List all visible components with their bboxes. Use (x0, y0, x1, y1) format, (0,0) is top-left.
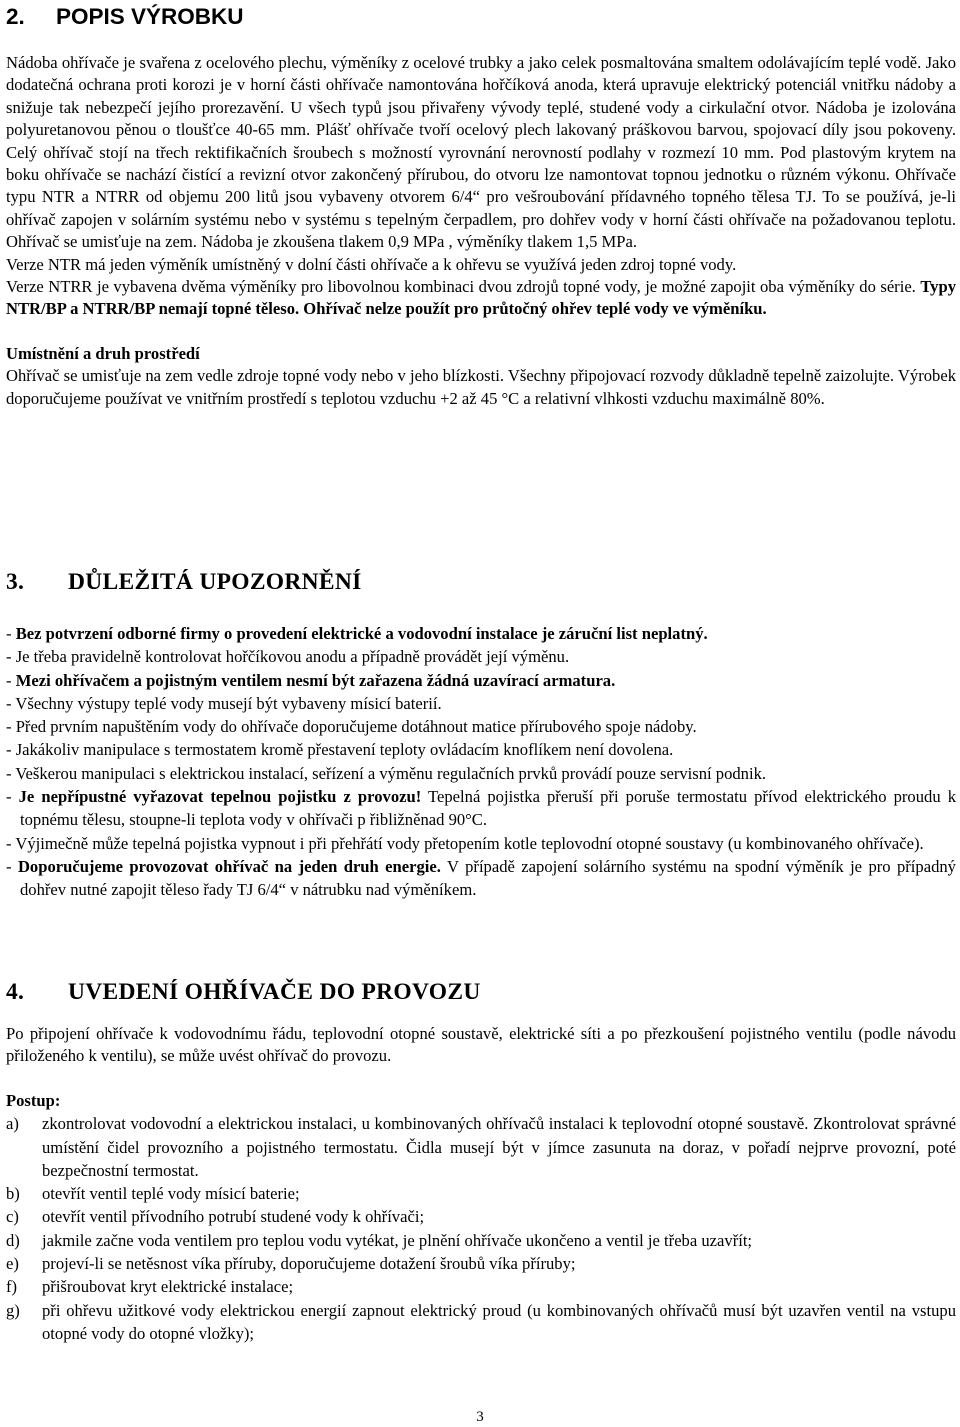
warning-item: - Jakákoliv manipulace s termostatem kromě přestavení teploty ovládacím knoflíkem není dovolena. (6, 740, 674, 760)
section-4-body (6, 1023, 956, 1345)
procedure-step-text: projeví-li se netěsnost víka příruby, doporučujeme dotažení šroubů víka příruby; (42, 1254, 576, 1273)
section-3-title: DŮLEŽITÁ UPOZORNĚNÍ (68, 569, 362, 595)
warning-item: - Doporučujeme provozovat ohřívač na jeden druh energie. V případě zapojení solárního systému na spodní výměník je pro případný dohřev nutné zapojit těleso řady TJ 6/4“ v nátrubku nad výměníkem. (6, 856, 956, 900)
procedure-step (6, 1229, 956, 1252)
procedure-step-label: g) (6, 1300, 20, 1320)
procedure-step (6, 1252, 956, 1275)
warning-item-bold: Bez potvrzení odborné firmy o provedení elektrické a vodovodní instalace je záruční list neplatný. (15, 624, 708, 643)
section-3-number: 3. (6, 569, 25, 595)
section-2-number: 2. (6, 4, 25, 29)
page-number: 3 (476, 1409, 484, 1425)
procedure-step-label: f) (6, 1277, 18, 1297)
section-4-title: UVEDENÍ OHŘÍVAČE DO PROVOZU (68, 979, 481, 1005)
section-2-paragraph-3-text: Verze NTRR je vybavena dvěma výměníky pro libovolnou kombinaci dvou zdrojů topné vody, je možné zapojit oba výměníky do série. (6, 277, 921, 297)
warning-item-bold: Mezi ohřívačem a pojistným ventilem nesmí být zařazena žádná uzavírací armatura. (15, 670, 616, 690)
warning-item-bold: Je nepřípustné vyřazovat tepelnou pojistku z provozu! (18, 787, 422, 807)
section-3-heading (6, 567, 362, 597)
procedure-step (6, 1182, 956, 1205)
procedure-step-text: otevřít ventil teplé vody mísicí baterie; (42, 1184, 300, 1204)
procedure-step (6, 1205, 956, 1228)
procedure-step (6, 1112, 956, 1182)
warning-item: - Bez potvrzení odborné firmy o provedení elektrické a vodovodní instalace je záruční list neplatný. (6, 624, 708, 643)
warning-item-text: Všechny výstupy teplé vody musejí být vybaveny mísicí baterií. (15, 693, 442, 713)
warning-item: - Veškerou manipulaci s elektrickou instalací, seřízení a výměnu regulačních prvků provádí pouze servisní podnik. (6, 763, 767, 783)
procedure-label: Postup: (6, 1090, 61, 1110)
warning-item: - Výjimečně může tepelná pojistka vypnout i při přehřátí vody přetopením kotle teplovodní otopné soustavy (u kombinovaného ohřívače). (6, 833, 924, 853)
warning-item: - Mezi ohřívačem a pojistným ventilem nesmí být zařazena žádná uzavírací armatura. (6, 670, 616, 690)
warning-item-text: Veškerou manipulaci s elektrickou instalací, seřízení a výměnu regulačních prvků provádí pouze servisní podnik. (15, 763, 767, 783)
warning-item: - Je třeba pravidelně kontrolovat hořčíkovou anodu a případně provádět její výměnu. (6, 647, 570, 667)
section-2-body (6, 52, 956, 410)
procedure-step-label: b) (6, 1184, 20, 1204)
procedure-step-text: otevřít ventil přívodního potrubí studené vody k ohřívači; (42, 1207, 425, 1227)
warning-item-text: Výjimečně může tepelná pojistka vypnout i při přehřátí vody přetopením kotle teplovodní otopné soustavy (u kombinovaného ohřívače). (15, 833, 924, 853)
procedure-step-label: d) (6, 1230, 20, 1250)
procedure-step (6, 1299, 956, 1346)
warning-item: - Před prvním napuštěním vody do ohřívače doporučujeme dotáhnout matice přírubového spoje nádoby. (6, 717, 697, 737)
warning-item-text: Tepelná pojistka přeruší při poruše termostatu přívod elektrického proudu k topnému tělesu, stoupne-li teplota vody v ohřívači p řibližněnad 90°C. (20, 787, 956, 830)
section-2-heading (6, 2, 244, 32)
procedure-step-text: zkontrolovat vodovodní a elektrickou instalaci, u kombinovaných ohřívačů instalaci k teplovodní otopné soustavě. Zkontrolovat správné umístění čidel provozního a pojistného termostatu. Čidla musejí být v jímce zasunuta na doraz, v pořadí nejprve provozní, poté bezpečnostní termostat. (42, 1114, 956, 1180)
procedure-step-text: přišroubovat kryt elektrické instalace; (42, 1277, 294, 1297)
warning-item: - Je nepřípustné vyřazovat tepelnou pojistku z provozu! Tepelná pojistka přeruší při poruše termostatu přívod elektrického proudu k topnému tělesu, stoupne-li teplota vody v ohřívači p řibližněnad 90°C. (6, 787, 956, 830)
section-2-paragraph-2: Verze NTR má jeden výměník umístněný v dolní části ohřívače a k ohřevu se využívá jeden zdroj topné vody. (6, 254, 737, 274)
environment-paragraph: Ohřívač se umisťuje na zem vedle zdroje topné vody nebo v jeho blízkosti. Všechny připojovací rozvody důkladně tepelně zaizolujte. Výrobek doporučujeme používat ve vnitřním prostředí s teplotou vzduchu +2 až 45 °C a relativní vlhkosti vzduchu maximálně 80%. (6, 366, 956, 408)
section-4-heading (6, 977, 481, 1007)
procedure-step (6, 1275, 956, 1298)
procedure-step-label: a) (6, 1114, 19, 1134)
procedure-step-label: c) (6, 1207, 19, 1227)
procedure-step-text: při ohřevu užitkové vody elektrickou energií zapnout elektrický proud (u kombinovaných ohřívačů musí být uzavřen ventil na vstupu otopné vody do otopné vložky); (42, 1300, 956, 1343)
warning-item-text: Před prvním napuštěním vody do ohřívače doporučujeme dotáhnout matice přírubového spoje nádoby. (15, 717, 697, 737)
procedure-step-label: e) (6, 1254, 19, 1273)
section-2-paragraph-3-bold: Typy NTR/BP a NTRR/BP nemají topné těleso. Ohřívač nelze použít pro průtočný ohřev teplé vody ve výměníku. (6, 277, 956, 319)
section-2-paragraph-1: Nádoba ohřívače je svařena z ocelového plechu, výměníky z ocelové trubky a jako celek posmaltována smaltem odolávajícím teplé vodě. Jako dodatečná ochrana proti korozi je v horní části ohřívače namontována hořčíková anoda, která upravuje elektrický potenciál vnitřku nádoby a snižuje tak nebezpečí jejího prorezavění. U všech typů jsou přivařeny vývody teplé, studené vody a cirkulační otvor. Nádoba je izolována polyuretanovou pěnou o tloušťce 40-65 mm. Plášť ohřívače tvoří ocelový plech lakovaný práškovou barvou, spojovací díly jsou pokoveny. Celý ohřívač stojí na třech rektifikačních šroubech s možností vyrovnání nerovností podlahy v rozmezí 10 mm. Pod plastovým krytem na boku ohřívače se nachází čistící a revizní otvor zakončený přírubou, do otvoru lze namontovat topnou jednotku o různém výkonu. Ohřívače typu NTR a NTRR od objemu 200 litů jsou vybaveny otvorem 6/4“ pro vešroubování přídavného topného tělesa TJ. To se používá, je-li ohřívač zapojen v solárním systému nebo v systému s tepelným čerpadlem, pro dohřev vody v horní části ohřívače na požadovanou teplotu. Ohřívač se umisťuje na zem. Nádoba je zkoušena tlakem 0,9 MPa , výměníky tlakem 1,5 MPa. (6, 53, 956, 252)
warning-item-text: V případě zapojení solárního systému na spodní výměník je pro případný dohřev nutné zapojit těleso řady TJ 6/4“ v nátrubku nad výměníkem. (20, 856, 956, 900)
section-2-paragraph-3 (6, 276, 956, 321)
section-4-intro: Po připojení ohřívače k vodovodnímu řádu, teplovodní otopné soustavě, elektrické síti a po přezkoušení pojistného ventilu (podle návodu přiloženého k ventilu), se může uvést ohřívač do provozu. (6, 1024, 956, 1066)
procedure-steps (6, 1112, 956, 1345)
warning-item: - Všechny výstupy teplé vody musejí být vybaveny mísicí baterií. (6, 693, 442, 713)
warning-item-text: Jakákoliv manipulace s termostatem kromě přestavení teploty ovládacím knoflíkem není dovolena. (15, 740, 674, 760)
warning-item-text: Je třeba pravidelně kontrolovat hořčíkovou anodu a případně provádět její výměnu. (15, 647, 570, 667)
section-4-number: 4. (6, 979, 25, 1005)
warnings-list (6, 622, 956, 902)
environment-subheading: Umístnění a druh prostředí (6, 343, 200, 363)
procedure-step-text: jakmile začne voda ventilem pro teplou vodu vytékat, je plnění ohřívače ukončeno a ventil je třeba uzavřít; (42, 1230, 753, 1250)
section-2-title: POPIS VÝROBKU (56, 4, 244, 29)
warning-item-bold: Doporučujeme provozovat ohřívač na jeden druh energie. (17, 856, 441, 876)
